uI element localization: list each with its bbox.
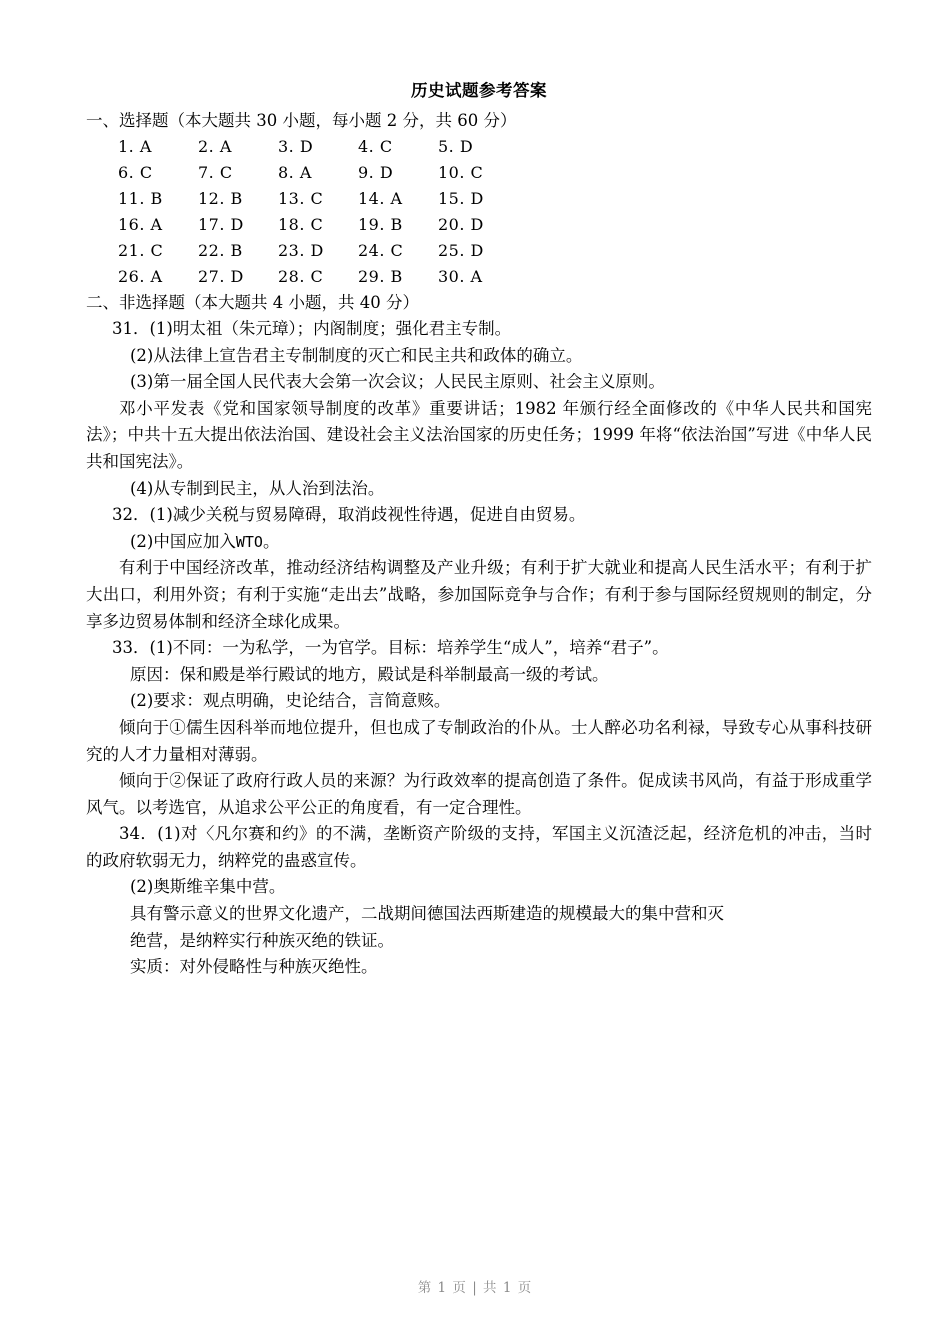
q33-part1: 33．(1)不同：一为私学，一为官学。目标：培养学生“成人”，培养“君子”。 [112,638,669,658]
answer-cell [198,264,278,290]
answer-value: A [150,267,163,286]
answer-value: B [390,215,403,234]
answer-value: A [139,137,152,156]
answer-number: 28. [278,267,305,286]
answer-value: D [470,215,484,234]
q32-part2-detail: 有利于中国经济改革，推动经济结构调整及产业升级；有利于扩大就业和提高人民生活水平；有利于扩大出口，利用外资；有利于实施“走出去”战略，参加国际竞争与合作；有利于参与国际经贸规则的制定，分享多边贸易体制和经济全球化成果。 [86,558,872,631]
answer-value: A [219,137,232,156]
section-heading-choice: 一、选择题（本大题共 30 小题，每小题 2 分，共 60 分） [86,111,517,130]
answer-value: D [379,163,394,182]
answer-value: C [379,137,393,156]
answer-value: B [390,267,403,286]
answer-number: 17. [198,215,225,234]
answer-number: 23. [278,241,305,260]
answer-number: 18. [278,215,305,234]
answer-cell [278,134,358,160]
answer-value: C [310,267,324,286]
answer-number: 16. [118,215,145,234]
answer-number: 20. [438,215,465,234]
answer-number: 5. [438,137,455,156]
answer-row [86,238,872,264]
answer-value: D [459,137,474,156]
answer-cell [198,160,278,186]
answer-number: 29. [358,267,385,286]
q31-part1: 31．(1)明太祖（朱元璋）；内阁制度；强化君主专制。 [112,319,512,338]
answer-cell [118,264,198,290]
q31-part2: (2)从法律上宣告君主专制制度的灭亡和民主共和政体的确立。 [130,345,583,365]
q34-essence: 实质：对外侵略性与种族灭绝性。 [130,957,378,977]
answer-cell [278,264,358,290]
answer-cell [358,264,438,290]
answer-value: C [150,241,164,260]
answer-cell [438,186,518,212]
answer-cell [358,160,438,186]
answer-value: B [230,189,243,208]
q32-part1: 32．(1)减少关税与贸易障碍，取消歧视性待遇，促进自由贸易。 [112,505,586,525]
answer-number: 8. [278,163,295,182]
q31-part4: (4)从专制到民主，从人治到法治。 [130,478,385,498]
answer-cell [438,212,518,238]
section-heading-essay: 二、非选择题（本大题共 4 小题，共 40 分） [86,293,419,312]
answer-value: D [470,189,484,208]
answer-cell [278,160,358,186]
q33-view-one: 倾向于①儒生因科举而地位提升，但也成了专制政治的仆从。士人醉必功名利禄，导致专心从事科技研究的人才力量相对薄弱。 [86,717,872,764]
answer-cell [278,238,358,264]
answer-value: C [139,163,153,182]
answer-number: 25. [438,241,465,260]
answer-value: C [470,163,484,182]
page-title: 历史试题参考答案 [411,81,547,100]
answer-cell [198,134,278,160]
answer-value: C [310,189,324,208]
answer-value: C [390,241,404,260]
answer-value: A [150,215,163,234]
q34-part2: (2)奥斯维辛集中营。 [130,877,286,897]
answer-number: 14. [358,189,385,208]
answer-value: C [219,163,233,182]
answer-row [86,264,872,290]
q32-part2-text-pre: (2)中国应加入 [130,531,236,551]
answer-cell [118,212,198,238]
answer-cell [198,212,278,238]
answer-value: B [150,189,163,208]
page-footer: 第 1 页 | 共 1 页 [417,1280,533,1296]
answer-value: C [310,215,324,234]
q33-part1-reason: 原因：保和殿是举行殿试的地方，殿试是科举制最高一级的考试。 [130,664,609,684]
answer-cell [438,160,518,186]
answer-cell [118,238,198,264]
answer-number: 27. [198,267,225,286]
answer-number: 13. [278,189,305,208]
answer-cell [118,134,198,160]
answer-value: B [230,241,243,260]
answer-number: 30. [438,267,465,286]
answer-row [86,134,872,160]
q32-wto-acronym: WTO [235,532,263,551]
answer-number: 24. [358,241,385,260]
answer-cell [358,212,438,238]
answer-cell [358,186,438,212]
q34-part1: 34．(1)对〈凡尔赛和约》的不满，垄断资产阶级的支持，军国主义沉渣泛起，经济危机的冲击，当时的政府软弱无力，纳粹党的蛊惑宣传。 [86,824,872,870]
answer-row [86,212,872,238]
answer-row [86,186,872,212]
answer-cell [438,134,518,160]
answer-cell [358,238,438,264]
answer-cell [438,264,518,290]
answer-number: 19. [358,215,385,234]
answer-number: 26. [118,267,145,286]
answer-value: D [310,241,324,260]
multiple-choice-answer-grid [86,134,872,290]
answer-number: 4. [358,137,375,156]
answer-number: 6. [118,163,135,182]
answer-value: D [299,137,314,156]
answer-number: 1. [118,137,135,156]
q31-part3: (3)第一届全国人民代表大会第一次会议；人民民主原则、社会主义原则。 [130,372,665,392]
answer-number: 7. [198,163,215,182]
answer-cell [358,134,438,160]
answer-value: A [390,189,403,208]
answer-cell [198,186,278,212]
q32-part2-text-post: 。 [262,531,280,551]
q34-part2-line1: 具有警示意义的世界文化遗产，二战期间德国法西斯建造的规模最大的集中营和灭 [130,904,724,924]
q32-part2 [86,529,872,556]
answer-cell [438,238,518,264]
answer-cell [118,160,198,186]
answer-cell [198,238,278,264]
answer-number: 3. [278,137,295,156]
answer-value: A [470,267,483,286]
answer-value: D [230,215,244,234]
answer-number: 15. [438,189,465,208]
q31-part3-detail: 邓小平发表《党和国家领导制度的改革》重要讲话；1982 年颁行经全面修改的《中华人民共和国宪法》；中共十五大提出依法治国、建设社会主义法治国家的历史任务；1999 年将“依法治国”写进《中华人民共和国宪法》。 [86,398,872,471]
answer-value: D [470,241,484,260]
answer-number: 10. [438,163,465,182]
answer-value: A [299,163,312,182]
q33-view-two: 倾向于②保证了政府行政人员的来源？为行政效率的提高创造了条件。促成读书风尚，有益于形成重学风气。以考选官，从追求公平公正的角度看，有一定合理性。 [86,771,872,817]
q33-part2: (2)要求：观点明确，史论结合，言简意赅。 [130,691,451,711]
answer-number: 2. [198,137,215,156]
answer-cell [278,186,358,212]
answer-number: 12. [198,189,225,208]
document-body [86,78,872,981]
answer-number: 11. [118,189,145,208]
answer-cell [118,186,198,212]
answer-number: 22. [198,241,225,260]
q34-part2-line2: 绝营，是纳粹实行种族灭绝的铁证。 [130,930,394,950]
answer-number: 9. [358,163,375,182]
answer-value: D [230,267,244,286]
answer-number: 21. [118,241,145,260]
answer-cell [278,212,358,238]
answer-row [86,160,872,186]
